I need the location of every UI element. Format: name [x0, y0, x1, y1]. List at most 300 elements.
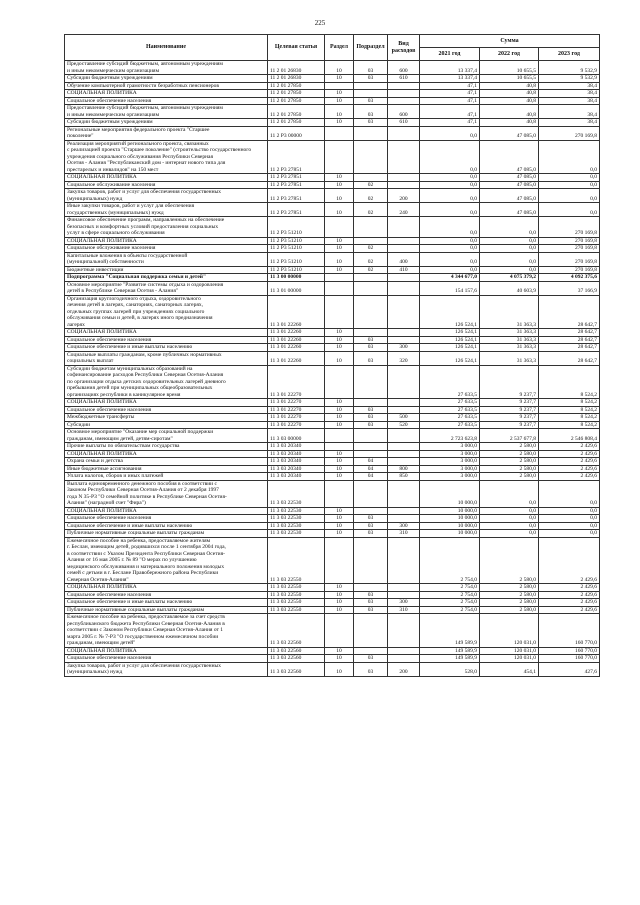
- header-section: Раздел: [325, 35, 354, 61]
- row-value-2022: 2 580,0: [480, 606, 539, 614]
- row-section: 10: [325, 119, 354, 127]
- row-value-2021: 0,0: [420, 237, 480, 245]
- row-section: [325, 614, 354, 648]
- row-name: Социальное обеспечение населения: [65, 515, 268, 523]
- row-value-2022: 9 237,7: [480, 406, 539, 414]
- table-row: [65, 245, 600, 253]
- row-value-2021: 47,1: [420, 119, 480, 127]
- row-value-2023: 8 524,2: [539, 399, 600, 407]
- row-section: 10: [325, 458, 354, 466]
- row-code: 11 3 03 20340: [268, 443, 325, 451]
- row-section: 10: [325, 90, 354, 98]
- row-expense-type: 600: [388, 61, 420, 75]
- row-code: 11 3 01 22260: [268, 336, 325, 344]
- row-subsection: 02: [354, 181, 388, 189]
- row-subsection: 03: [354, 75, 388, 83]
- row-value-2021: 0,0: [420, 189, 480, 203]
- row-section: [325, 537, 354, 584]
- row-value-2022: 47 085,0: [480, 140, 539, 174]
- row-expense-type: [388, 647, 420, 655]
- row-value-2023: 0,0: [539, 480, 600, 507]
- row-expense-type: [388, 458, 420, 466]
- row-value-2021: 47,1: [420, 97, 480, 105]
- row-code: 11 2 01 27850: [268, 119, 325, 127]
- row-value-2023: 38,4: [539, 90, 600, 98]
- row-name: Иные бюджетные ассигнования: [65, 465, 268, 473]
- row-section: 10: [325, 181, 354, 189]
- row-value-2023: 270 169,8: [539, 217, 600, 238]
- row-expense-type: 520: [388, 421, 420, 429]
- row-subsection: 03: [354, 655, 388, 663]
- table-row: [65, 599, 600, 607]
- row-name: СОЦИАЛЬНАЯ ПОЛИТИКА: [65, 90, 268, 98]
- row-expense-type: [388, 443, 420, 451]
- row-value-2023: 2 429,6: [539, 458, 600, 466]
- table-body: [65, 61, 600, 677]
- table-row: [65, 203, 600, 217]
- row-code: 11 2 01 27850: [268, 82, 325, 90]
- row-value-2021: 47,1: [420, 82, 480, 90]
- row-expense-type: 400: [388, 252, 420, 266]
- row-expense-type: [388, 82, 420, 90]
- table-row: [65, 522, 600, 530]
- row-value-2023: 8 524,2: [539, 414, 600, 422]
- row-subsection: 03: [354, 530, 388, 538]
- row-subsection: 03: [354, 591, 388, 599]
- header-name: Наименование: [65, 35, 268, 61]
- row-value-2023: 2 429,6: [539, 443, 600, 451]
- row-expense-type: [388, 614, 420, 648]
- row-code: 11 3 03 20340: [268, 465, 325, 473]
- row-code: 11 3 00 00000: [268, 274, 325, 282]
- row-name: Основное мероприятие "Оказание мер социальной поддержки гражданам, имеющим детей, детям-сиротам": [65, 429, 268, 443]
- row-subsection: 03: [354, 599, 388, 607]
- row-name: Субсидии бюджетным учреждениям: [65, 75, 268, 83]
- row-expense-type: [388, 655, 420, 663]
- row-value-2022: 47 085,0: [480, 126, 539, 140]
- row-expense-type: 200: [388, 662, 420, 676]
- row-value-2023: 270 169,8: [539, 126, 600, 140]
- row-value-2021: 2 754,0: [420, 606, 480, 614]
- table-row: [65, 329, 600, 337]
- row-expense-type: 310: [388, 530, 420, 538]
- row-name: Уплата налогов, сборов и иных платежей: [65, 473, 268, 481]
- row-code: 11 2 01 27850: [268, 90, 325, 98]
- row-value-2022: 0,0: [480, 245, 539, 253]
- row-name: Социальное обеспечение населения: [65, 97, 268, 105]
- row-expense-type: [388, 406, 420, 414]
- row-value-2021: 2 723 623,8: [420, 429, 480, 443]
- row-expense-type: 300: [388, 522, 420, 530]
- row-section: 10: [325, 97, 354, 105]
- row-name: Региональные мероприятия федерального проекта "Старшее поколение": [65, 126, 268, 140]
- row-name: Социальное обслуживание населения: [65, 181, 268, 189]
- row-value-2021: 528,0: [420, 662, 480, 676]
- row-value-2021: 13 337,4: [420, 75, 480, 83]
- table-row: [65, 119, 600, 127]
- row-expense-type: [388, 140, 420, 174]
- row-section: 10: [325, 473, 354, 481]
- row-value-2021: 0,0: [420, 181, 480, 189]
- row-value-2022: 40,8: [480, 90, 539, 98]
- row-value-2021: 47,1: [420, 90, 480, 98]
- row-name: Охрана семьи и детства: [65, 458, 268, 466]
- row-expense-type: [388, 399, 420, 407]
- table-row: [65, 126, 600, 140]
- table-header-row: [65, 35, 600, 48]
- header-code: Целевая статья: [268, 35, 325, 61]
- row-value-2022: 2 580,0: [480, 458, 539, 466]
- row-subsection: [354, 329, 388, 337]
- table-row: [65, 606, 600, 614]
- row-value-2023: 2 429,6: [539, 584, 600, 592]
- row-name: Бюджетные инвестиции: [65, 266, 268, 274]
- page-number: 225: [314, 19, 326, 27]
- table-row: [65, 480, 600, 507]
- row-code: 11 2 P3 27851: [268, 189, 325, 203]
- row-value-2022: 0,0: [480, 217, 539, 238]
- row-code: 11 3 03 22550: [268, 584, 325, 592]
- row-value-2023: 270 169,8: [539, 266, 600, 274]
- row-value-2023: 0,0: [539, 203, 600, 217]
- row-section: 10: [325, 591, 354, 599]
- row-subsection: 03: [354, 421, 388, 429]
- header-sum: Сумма: [420, 35, 600, 48]
- row-value-2022: 0,0: [480, 237, 539, 245]
- row-subsection: 03: [354, 515, 388, 523]
- row-value-2021: 13 337,4: [420, 61, 480, 75]
- row-name: Субсидии: [65, 421, 268, 429]
- row-section: [325, 480, 354, 507]
- row-value-2022: 2 580,0: [480, 599, 539, 607]
- row-value-2022: 31 363,3: [480, 329, 539, 337]
- row-value-2022: 2 580,0: [480, 537, 539, 584]
- row-value-2023: 2 546 808,4: [539, 429, 600, 443]
- row-section: 10: [325, 530, 354, 538]
- table-row: [65, 450, 600, 458]
- row-subsection: [354, 82, 388, 90]
- row-expense-type: [388, 336, 420, 344]
- row-section: [325, 126, 354, 140]
- row-value-2021: 126 524,1: [420, 329, 480, 337]
- row-value-2023: 160 770,0: [539, 655, 600, 663]
- row-expense-type: [388, 515, 420, 523]
- table-row: [65, 443, 600, 451]
- row-name: Предоставление субсидий бюджетным, автономным учреждениям и иным некоммерческим организациям: [65, 61, 268, 75]
- row-code: 11 3 03 22560: [268, 647, 325, 655]
- row-code: 11 3 03 22560: [268, 662, 325, 676]
- row-code: 11 3 03 00000: [268, 429, 325, 443]
- table-row: [65, 266, 600, 274]
- row-code: 11 3 03 22530: [268, 480, 325, 507]
- row-subsection: [354, 174, 388, 182]
- row-code: 11 2 P3 51210: [268, 252, 325, 266]
- row-expense-type: [388, 274, 420, 282]
- row-section: 10: [325, 522, 354, 530]
- row-value-2022: 9 237,7: [480, 399, 539, 407]
- row-value-2021: 3 000,0: [420, 458, 480, 466]
- row-subsection: [354, 365, 388, 399]
- row-subsection: 04: [354, 465, 388, 473]
- row-value-2022: 40,8: [480, 105, 539, 119]
- table-row: [65, 458, 600, 466]
- row-expense-type: [388, 329, 420, 337]
- row-subsection: 03: [354, 61, 388, 75]
- row-value-2022: 2 537 677,8: [480, 429, 539, 443]
- row-value-2021: 3 000,0: [420, 473, 480, 481]
- row-code: 11 2 P3 51210: [268, 217, 325, 238]
- row-expense-type: [388, 281, 420, 295]
- row-value-2022: 10 655,5: [480, 61, 539, 75]
- row-value-2021: 126 524,1: [420, 351, 480, 365]
- row-code: 11 2 P3 51210: [268, 237, 325, 245]
- row-value-2021: 149 589,9: [420, 614, 480, 648]
- row-section: 10: [325, 421, 354, 429]
- row-value-2021: 10 000,0: [420, 507, 480, 515]
- row-value-2023: 427,6: [539, 662, 600, 676]
- row-section: [325, 217, 354, 238]
- row-value-2022: 40,8: [480, 97, 539, 105]
- row-subsection: 02: [354, 189, 388, 203]
- row-value-2021: 126 524,1: [420, 295, 480, 329]
- table-row: [65, 181, 600, 189]
- header-expense-type: Вид расходов: [388, 35, 420, 61]
- row-value-2023: 0,0: [539, 181, 600, 189]
- row-value-2021: 47,1: [420, 105, 480, 119]
- row-value-2021: 0,0: [420, 140, 480, 174]
- row-name: Публичные нормативные социальные выплаты гражданам: [65, 606, 268, 614]
- row-value-2022: 0,0: [480, 530, 539, 538]
- row-code: 11 3 03 22530: [268, 522, 325, 530]
- table-row: [65, 414, 600, 422]
- row-name: Социальное обеспечение и иные выплаты населению: [65, 522, 268, 530]
- row-value-2022: 454,1: [480, 662, 539, 676]
- row-code: 11 3 01 22260: [268, 344, 325, 352]
- row-value-2021: 2 754,0: [420, 591, 480, 599]
- row-section: 10: [325, 399, 354, 407]
- row-value-2021: 3 000,0: [420, 443, 480, 451]
- row-subsection: [354, 295, 388, 329]
- row-section: 10: [325, 266, 354, 274]
- row-value-2021: 10 000,0: [420, 522, 480, 530]
- row-value-2023: 0,0: [539, 522, 600, 530]
- row-subsection: 04: [354, 458, 388, 466]
- row-section: 10: [325, 189, 354, 203]
- row-value-2022: 9 237,7: [480, 414, 539, 422]
- table-row: [65, 351, 600, 365]
- row-value-2022: 2 580,0: [480, 584, 539, 592]
- table-row: [65, 473, 600, 481]
- row-section: [325, 429, 354, 443]
- row-code: 11 2 01 26830: [268, 61, 325, 75]
- row-name: Ежемесячное пособие на ребенка, предоставляемое жителям г. Беслан, имеющим детей, родившихся после 1 сентября 2004 года, в соответствии с Указом Президента Республики Северная Осетия- Алания от 16 мая 2005 г. № 89 "О мерах по улучшению медицинского обслуживания и материального положения молодых семей с детьми в г. Беслане Правобережного района Республики Северная Осетия-Алания": [65, 537, 268, 584]
- row-expense-type: [388, 97, 420, 105]
- row-expense-type: 500: [388, 414, 420, 422]
- row-subsection: 04: [354, 473, 388, 481]
- row-value-2022: 0,0: [480, 507, 539, 515]
- row-code: 11 3 01 22260: [268, 351, 325, 365]
- table-row: [65, 61, 600, 75]
- table-row: [65, 140, 600, 174]
- row-value-2021: 4 344 677,0: [420, 274, 480, 282]
- row-value-2022: 0,0: [480, 252, 539, 266]
- row-code: 11 3 03 22560: [268, 655, 325, 663]
- row-section: 10: [325, 61, 354, 75]
- row-value-2022: 2 580,0: [480, 591, 539, 599]
- row-value-2021: 27 633,5: [420, 406, 480, 414]
- row-section: 10: [325, 406, 354, 414]
- row-code: 11 3 03 20340: [268, 473, 325, 481]
- row-subsection: 03: [354, 105, 388, 119]
- row-value-2022: 47 085,0: [480, 203, 539, 217]
- row-section: [325, 443, 354, 451]
- row-section: 10: [325, 105, 354, 119]
- row-expense-type: 320: [388, 351, 420, 365]
- row-section: 10: [325, 174, 354, 182]
- row-value-2021: 2 754,0: [420, 537, 480, 584]
- row-subsection: [354, 480, 388, 507]
- row-code: 11 2 P3 27851: [268, 181, 325, 189]
- row-value-2023: 9 532,9: [539, 75, 600, 83]
- row-value-2021: 0,0: [420, 245, 480, 253]
- row-value-2022: 120 031,0: [480, 614, 539, 648]
- row-section: 10: [325, 245, 354, 253]
- row-name: Ежемесячное пособие на ребенка, предоставляемое за счет средств республиканского бюджета Республики Северная Осетия-Алания в соответствии с Законом Республики Северная Осетия-Алания от 1 марта 2005 г. № 7-РЗ "О государственном ежемесячном пособии гражданам, имеющим детей": [65, 614, 268, 648]
- row-subsection: 03: [354, 606, 388, 614]
- row-subsection: [354, 274, 388, 282]
- row-name: Социальное обслуживание населения: [65, 245, 268, 253]
- table-row: [65, 274, 600, 282]
- row-value-2022: 40 603,9: [480, 281, 539, 295]
- row-value-2023: 9 532,9: [539, 61, 600, 75]
- row-section: 10: [325, 647, 354, 655]
- row-subsection: [354, 450, 388, 458]
- row-name: Иные закупки товаров, работ и услуг для обеспечения государственных (муниципальных) нужд: [65, 203, 268, 217]
- table-row: [65, 336, 600, 344]
- row-code: 11 2 01 26830: [268, 75, 325, 83]
- row-code: 11 3 03 22550: [268, 591, 325, 599]
- row-code: 11 3 03 22530: [268, 530, 325, 538]
- row-name: Основное мероприятие "Развитие системы отдыха и оздоровления детей в Республике Северная Осетия - Алания": [65, 281, 268, 295]
- row-value-2023: 8 524,2: [539, 421, 600, 429]
- table-row: [65, 614, 600, 648]
- row-value-2022: 9 237,7: [480, 421, 539, 429]
- row-code: 11 3 01 22270: [268, 421, 325, 429]
- table-row: [65, 281, 600, 295]
- row-subsection: [354, 507, 388, 515]
- row-subsection: 03: [354, 336, 388, 344]
- row-name: Социальное обеспечение и иные выплаты населению: [65, 344, 268, 352]
- row-name: Социальные выплаты гражданам, кроме публичных нормативных социальных выплат: [65, 351, 268, 365]
- budget-table: [64, 34, 600, 677]
- row-value-2023: 2 429,6: [539, 537, 600, 584]
- row-value-2022: 4 075 379,2: [480, 274, 539, 282]
- row-value-2021: 27 633,5: [420, 399, 480, 407]
- row-section: [325, 140, 354, 174]
- row-subsection: [354, 443, 388, 451]
- row-value-2023: 160 770,0: [539, 614, 600, 648]
- row-subsection: [354, 647, 388, 655]
- table-row: [65, 530, 600, 538]
- table-row: [65, 105, 600, 119]
- row-expense-type: [388, 429, 420, 443]
- row-value-2022: 31 363,3: [480, 295, 539, 329]
- row-section: [325, 281, 354, 295]
- row-subsection: 02: [354, 203, 388, 217]
- row-value-2022: 10 655,5: [480, 75, 539, 83]
- row-code: 11 2 01 27850: [268, 105, 325, 119]
- row-value-2021: 2 754,0: [420, 599, 480, 607]
- row-value-2023: 8 524,2: [539, 365, 600, 399]
- row-subsection: [354, 584, 388, 592]
- row-value-2022: 120 031,0: [480, 647, 539, 655]
- row-value-2021: 154 157,6: [420, 281, 480, 295]
- row-expense-type: [388, 90, 420, 98]
- row-value-2023: 0,0: [539, 507, 600, 515]
- row-value-2023: 2 429,6: [539, 599, 600, 607]
- row-value-2023: 38,4: [539, 97, 600, 105]
- row-expense-type: [388, 591, 420, 599]
- row-expense-type: 300: [388, 599, 420, 607]
- row-value-2023: 2 429,6: [539, 473, 600, 481]
- table-row: [65, 465, 600, 473]
- row-value-2023: 38,4: [539, 119, 600, 127]
- row-value-2023: 8 524,2: [539, 406, 600, 414]
- row-value-2022: 2 580,0: [480, 465, 539, 473]
- row-name: Субсидии бюджетным учреждениям: [65, 119, 268, 127]
- row-value-2023: 28 642,7: [539, 336, 600, 344]
- table-row: [65, 174, 600, 182]
- row-code: 11 3 03 20340: [268, 450, 325, 458]
- row-subsection: 03: [354, 522, 388, 530]
- row-value-2022: 0,0: [480, 480, 539, 507]
- row-expense-type: [388, 245, 420, 253]
- row-code: 11 2 01 27850: [268, 97, 325, 105]
- row-value-2021: 3 000,0: [420, 450, 480, 458]
- row-name: Подпрограмма "Социальная поддержка семьи и детей": [65, 274, 268, 282]
- row-value-2021: 10 000,0: [420, 480, 480, 507]
- row-subsection: [354, 399, 388, 407]
- row-name: СОЦИАЛЬНАЯ ПОЛИТИКА: [65, 647, 268, 655]
- row-name: СОЦИАЛЬНАЯ ПОЛИТИКА: [65, 174, 268, 182]
- row-subsection: [354, 90, 388, 98]
- table-row: [65, 237, 600, 245]
- row-section: [325, 365, 354, 399]
- row-code: 11 2 P3 00000: [268, 126, 325, 140]
- row-name: Обучение компьютерной грамотности безработных пенсионеров: [65, 82, 268, 90]
- row-section: 10: [325, 414, 354, 422]
- row-value-2023: 0,0: [539, 515, 600, 523]
- row-expense-type: 800: [388, 465, 420, 473]
- table-row: [65, 507, 600, 515]
- header-year-2023: 2023 год: [539, 48, 600, 61]
- table-row: [65, 90, 600, 98]
- row-value-2023: 0,0: [539, 530, 600, 538]
- row-expense-type: 600: [388, 105, 420, 119]
- row-value-2023: 4 092 375,6: [539, 274, 600, 282]
- row-expense-type: 610: [388, 75, 420, 83]
- header-subsection: Подраздел: [354, 35, 388, 61]
- row-value-2023: 2 429,6: [539, 450, 600, 458]
- row-subsection: [354, 217, 388, 238]
- row-expense-type: [388, 237, 420, 245]
- row-subsection: [354, 614, 388, 648]
- row-code: 11 3 01 00000: [268, 281, 325, 295]
- row-subsection: 03: [354, 351, 388, 365]
- row-expense-type: 610: [388, 119, 420, 127]
- row-section: 10: [325, 662, 354, 676]
- table-row: [65, 662, 600, 676]
